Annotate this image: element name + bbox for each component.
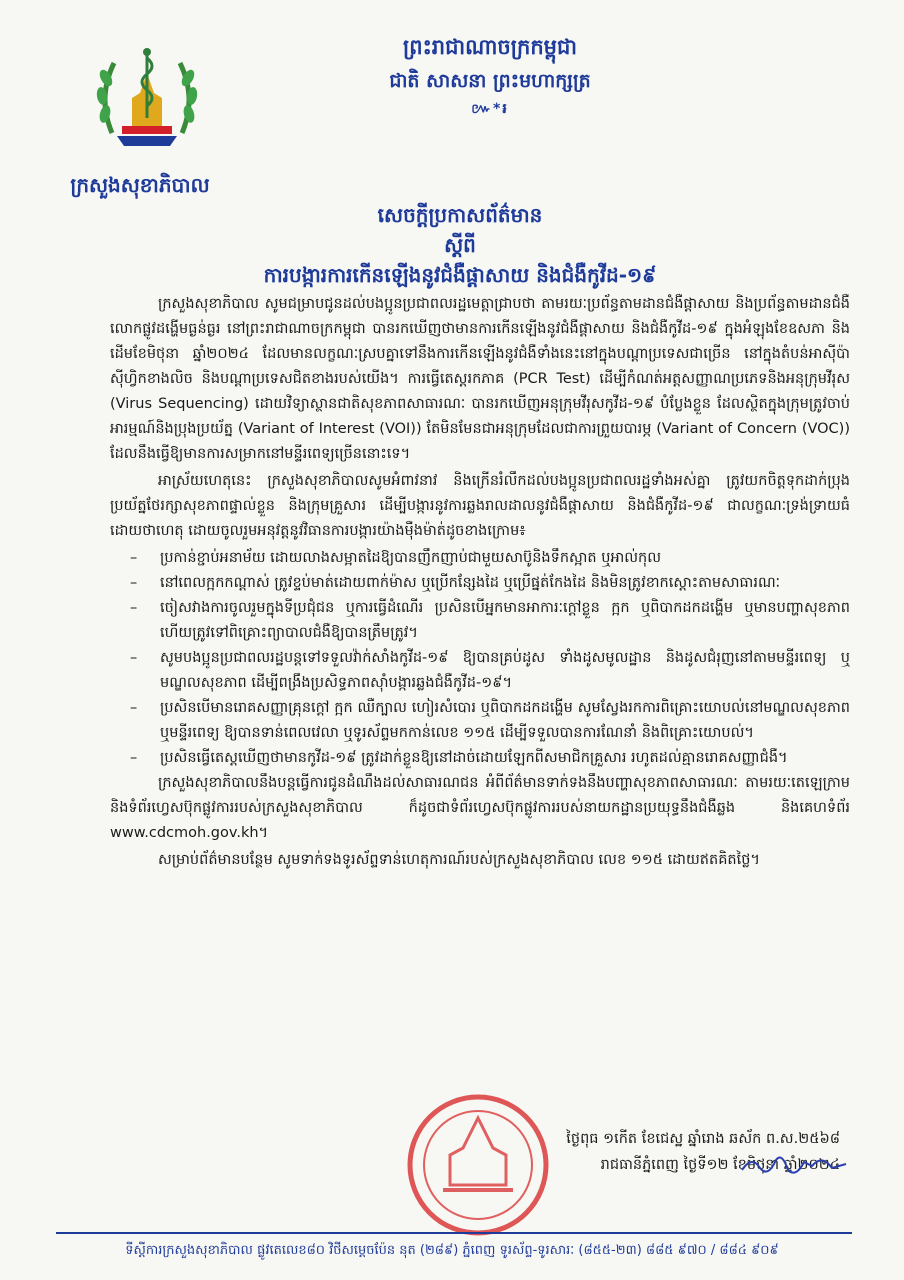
list-item: – ប្រកាន់ខ្ជាប់អនាម័យ ដោយលាងសម្អាតដៃឱ្យបានញឹកញាប់ជាមួយសាប៊ូនិងទឹកស្អាត ឬអាល់កុល (130, 550, 662, 566)
ministry-emblem-icon (92, 38, 202, 158)
list-item: – នៅពេលក្អកកណ្ដាស់ ត្រូវខ្ទប់មាត់ដោយពាក់ម៉ាស ឬប្រើកន្សែងដៃ ឬប្រើផ្នត់កែងដៃ និងមិនត្រូវខាកស្ដោះតាមសាធារណៈ (130, 575, 781, 591)
footer-address: ទីស្ដីការក្រសួងសុខាភិបាល ផ្លូវតេលេខ៨០ វិថីសម្ដេចប៉ែន នុត (២៨៩) ភ្នំពេញ ទូរស័ព្ទ-ទូរសារៈ (៨៥៥-២៣) ៨៨៥ ៩៧០ / ៨៨៤ ៩០៩ (125, 1243, 779, 1258)
list-item: – ចៀសវាងការចូលរួមក្នុងទីប្រជុំជន ឬការធ្វើដំណើរ ប្រសិនបើអ្នកមានអាការៈក្ដៅខ្លួន ក្អក ឬពិបាកដកដង្ហើម ឬមានបញ្ហាសុខភាព ហើយត្រូវទៅពិគ្រោះព្យាបាលជំងឺឱ្យបានត្រឹមត្រូវ។ (130, 600, 850, 641)
document-title (150, 200, 770, 290)
ornament: ៚*៛ (471, 101, 509, 117)
measures-list (110, 546, 850, 771)
list-item: – ប្រសិនបើមានរោគសញ្ញាគ្រុនក្ដៅ ក្អក ឈឺក្បាល ហៀរសំបោរ ឬពិបាកដកដង្ហើម សូមស្វែងរកការពិគ្រោះយោបល់នៅមណ្ឌលសុខភាព ឬមន្ទីរពេទ្យ ឱ្យបានទាន់ពេលវេលា ឬទូរស័ព្ទមកកាន់លេខ ១១៥ ដើម្បីទទួលបានការណែនាំ និងពិគ្រោះយោបល់។ (130, 700, 850, 741)
footer-divider (56, 1232, 852, 1234)
kingdom-heading (300, 30, 680, 120)
signature-icon (740, 1150, 850, 1180)
paragraph-hotline: សម្រាប់ព័ត៌មានបន្ថែម សូមទាក់ទងទូរស័ព្ទទាន់ហេតុការណ៍របស់ក្រសួងសុខាភិបាល លេខ ១១៥ ដោយឥតគិតថ្លៃ។ (158, 852, 760, 868)
title-line-1: សេចក្ដីប្រកាសព័ត៌មាន (377, 203, 543, 227)
paragraph-intro: ក្រសួងសុខាភិបាល សូមជម្រាបជូនដល់បងប្អូនប្រជាពលរដ្ឋមេត្តាជ្រាបថា តាមរយៈប្រព័ន្ធតាមដានជំងឺផ្ដាសាយ និងប្រព័ន្ធតាមដានជំងឺលោកផ្លូវដង្ហើមធ្ងន់ធ្ងរ នៅព្រះរាជាណាចក្រកម្ពុជា បានរកឃើញថាមានការកើនឡើងនូវជំងឺផ្ដាសាយ និងជំងឺកូវីដ-១៩ ក្នុងអំឡុងខែឧសភា និងដើមខែមិថុនា ឆ្នាំ២០២៤ ដែលមានលក្ខណៈស្របគ្នាទៅនឹងការកើនឡើងនូវជំងឺទាំងនេះនៅក្នុងបណ្ដាប្រទេសជាច្រើន នៅក្នុងតំបន់អាស៊ីប៉ាស៊ីហ្វិកខាងលិច និងបណ្ដាប្រទេសជិតខាងរបស់យើង។ ការធ្វើតេស្ដរកភាគ (PCR Test) ដើម្បីកំណត់អត្តសញ្ញាណប្រភេទនិងអនុក្រុមវីរុស (Virus Sequencing) ដោយវិទ្យាស្ថានជាតិសុខភាពសាធារណៈ បានរកឃើញអនុក្រុមវីរុសកូវីដ-១៩ បំប្លែងខ្លួន ដែលស្ថិតក្នុងក្រុមត្រូវចាប់អារម្មណ៍និងប្រុងប្រយ័ត្ន (Variant of Interest (VOI)) តែមិនមែនជាអនុក្រុមដែលជាការព្រួយបារម្ភ (Variant of Concern (VOC)) ដែលនឹងធ្វើឱ្យមានការសម្រាកនៅមន្ទីរពេទ្យច្រើននោះទេ។ (110, 296, 850, 462)
title-line-3: ការបង្ការការកើនឡើងនូវជំងឺផ្ដាសាយ និងជំងឺកូវីដ-១៩ (263, 263, 657, 287)
paragraph-appeal: អាស្រ័យហេតុនេះ ក្រសួងសុខាភិបាលសូមអំពាវនាវ និងក្រើនរំលឹកដល់បងប្អូនប្រជាពលរដ្ឋទាំងអស់គ្នា ត្រូវយកចិត្តទុកដាក់ប្រុងប្រយ័ត្នថែរក្សាសុខភាពផ្ទាល់ខ្លួន និងក្រុមគ្រួសារ ដើម្បីបង្ការនូវការឆ្លងរាលដាលនូវជំងឺផ្ដាសាយ និងជំងឺកូវីដ-១៩ ជាលក្ខណៈទ្រង់ទ្រាយធំដោយថាហេតុ ដោយចូលរួមអនុវត្តនូវវិធានការបង្ការយ៉ាងម៉ឺងម៉ាត់ដូចខាងក្រោម៖ (110, 473, 850, 539)
solar-date: រាជធានីភ្នំពេញ ថ្ងៃទី១២ ខែមិថុនា ឆ្នាំ២០២៤ (600, 1157, 840, 1173)
list-item: – ប្រសិនធ្វើតេស្ដឃើញថាមានកូវីដ-១៩ ត្រូវដាក់ខ្លួនឱ្យនៅដាច់ដោយឡែកពីសមាជិកគ្រួសារ រហូតដល់គ្មានរោគសញ្ញាជំងឺ។ (130, 750, 788, 766)
lunar-date: ថ្ងៃពុធ ១កើត ខែជេស្ឋ ឆ្នាំរោង ឆស័ក ព.ស.២៥៦៨ (566, 1131, 840, 1147)
paragraph-closing-info: ក្រសួងសុខាភិបាលនឹងបន្តធ្វើការជូនដំណឹងដល់សាធារណជន អំពីព័ត៌មានទាក់ទងនឹងបញ្ហាសុខភាពសាធារណៈ តាមរយៈតេឡេក្រាម និងទំព័រហ្វេសប៊ុកផ្លូវការរបស់ក្រសួងសុខាភិបាល ក៏ដូចជាទំព័រហ្វេសប៊ុកផ្លូវការរបស់នាយកដ្ឋានប្រយុទ្ធនឹងជំងឺឆ្លង និងគេហទំព័រ www.cdcmoh.gov.kh។ (110, 775, 850, 841)
ministry-name: ក្រសួងសុខាភិបាល (70, 173, 210, 197)
title-line-2: ស្ដីពី (444, 233, 476, 257)
document-body (110, 292, 850, 875)
list-item: – សូមបងប្អូនប្រជាពលរដ្ឋបន្តទៅទទួលវ៉ាក់សាំងកូវីដ-១៩ ឱ្យបានគ្រប់ដូស ទាំងដូសមូលដ្ឋាន និងដូសជំរុញនៅតាមមន្ទីរពេទ្យ ឬមណ្ឌលសុខភាព ដើម្បីពង្រឹងប្រសិទ្ធភាពស៊ាំបង្ការឆ្លងជំងឺកូវីដ-១៩។ (130, 650, 850, 691)
kingdom-title: ព្រះរាជាណាចក្រកម្ពុជា (402, 35, 577, 59)
national-motto: ជាតិ សាសនា ព្រះមហាក្សត្រ (389, 70, 591, 92)
